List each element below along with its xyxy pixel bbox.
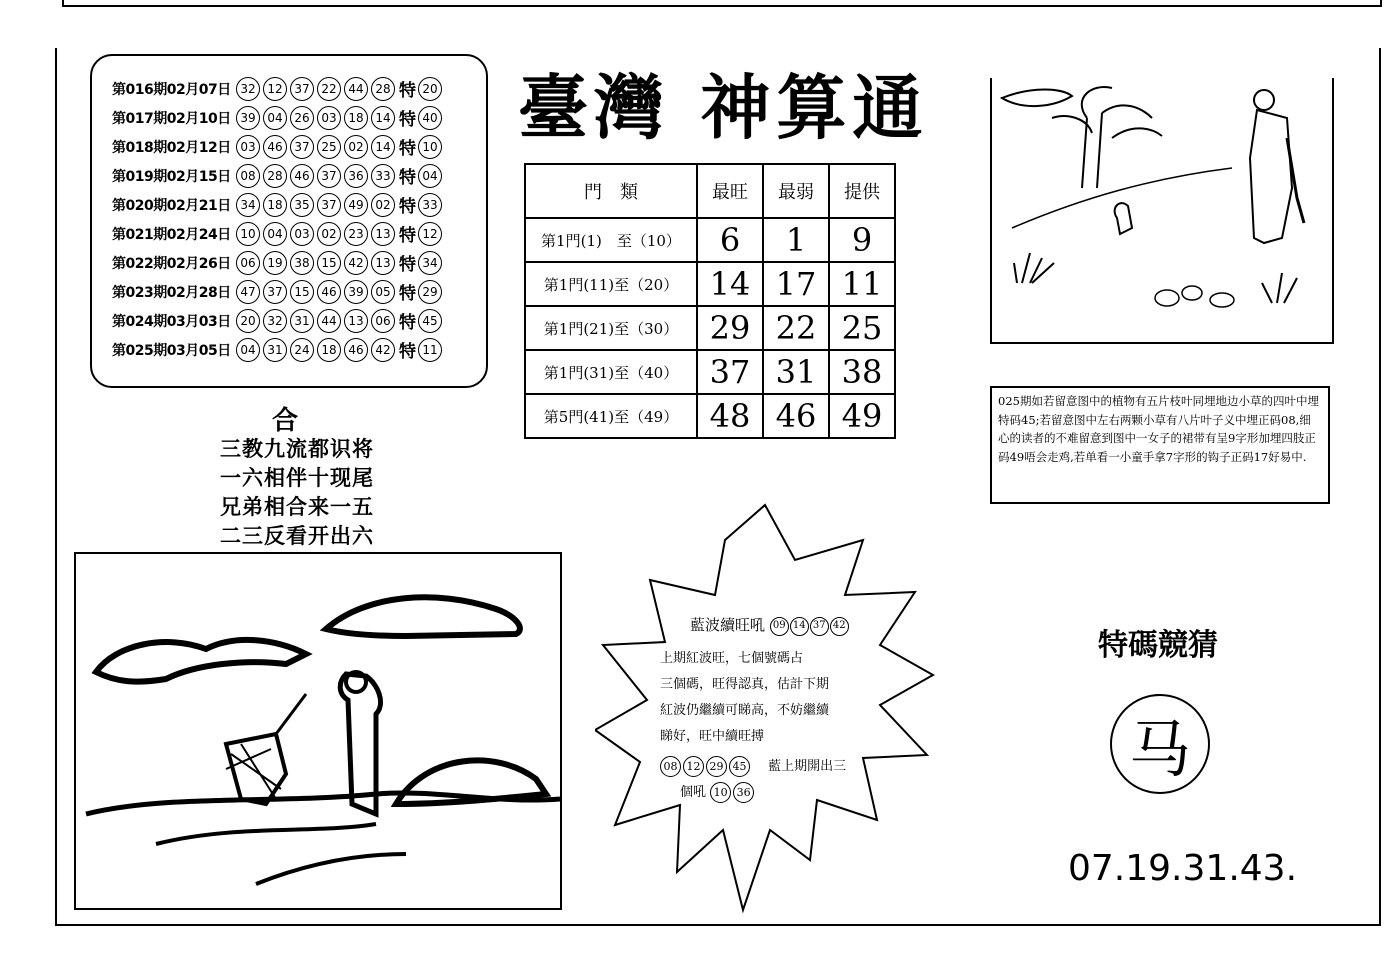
table-header-provide: 提供: [829, 164, 895, 218]
special-number: 10: [418, 135, 442, 159]
circled-number: 42: [830, 617, 849, 636]
circled-number: 10: [710, 782, 731, 803]
table-cell: 31: [763, 350, 829, 394]
table-cell: 37: [697, 350, 763, 394]
circled-number: 12: [683, 756, 704, 777]
special-label: 特: [399, 110, 416, 130]
table-cell: 25: [829, 306, 895, 350]
special-number: 04: [418, 164, 442, 188]
circled-number: 14: [790, 617, 809, 636]
star-line: 睇好，旺中續旺搏: [660, 729, 765, 744]
poem-heading: 合: [272, 406, 299, 436]
star-text: [660, 612, 890, 806]
special-label: 特: [399, 226, 416, 246]
history-number: 23: [344, 222, 368, 246]
history-number: 42: [371, 338, 395, 362]
landscape-illustration: [76, 554, 560, 908]
history-number: 08: [236, 164, 260, 188]
history-number: 28: [263, 164, 287, 188]
special-number: 29: [418, 280, 442, 304]
table-row-label: 第1門(11)至（20）: [525, 262, 697, 306]
star-bottom-numbers2: [710, 785, 756, 800]
history-number: 03: [317, 106, 341, 130]
special-number: 33: [418, 193, 442, 217]
history-number: 35: [290, 193, 314, 217]
star-heading-row: [690, 612, 890, 638]
special-label: 特: [399, 81, 416, 101]
history-number: 46: [263, 135, 287, 159]
history-row: [112, 277, 445, 306]
table-cell: 14: [697, 262, 763, 306]
history-date: 第016期02月07日: [112, 81, 231, 98]
history-row: [112, 190, 445, 219]
special-number: 11: [418, 338, 442, 362]
history-number: 39: [344, 280, 368, 304]
special-number: 45: [418, 309, 442, 333]
history-number: 22: [317, 77, 341, 101]
special-number: 34: [418, 251, 442, 275]
history-number: 02: [317, 222, 341, 246]
history-number: 02: [344, 135, 368, 159]
table-cell: 9: [829, 218, 895, 262]
star-line: 上期紅波旺，七個號碼占: [660, 651, 804, 666]
history-number: 18: [317, 338, 341, 362]
special-label: 特: [399, 168, 416, 188]
table-row: [525, 350, 895, 394]
special-label: 特: [399, 313, 416, 333]
history-date: 第018期02月12日: [112, 139, 231, 156]
history-number: 13: [371, 222, 395, 246]
history-row: [112, 335, 445, 364]
history-number: 46: [290, 164, 314, 188]
table-row-label: 第1門(21)至（30）: [525, 306, 697, 350]
history-date: 第024期03月03日: [112, 313, 231, 330]
table-row: [525, 394, 895, 438]
history-number: 12: [263, 77, 287, 101]
description-text: 025期如若留意图中的植物有五片枝叶同埋地边小草的四叶中埋特码45;若留意图中左右两颗小草有八片叶子义中埋正码08,细心的读者的不难留意到图中一女子的裙带有呈9字形加埋四肢正码49唔会走鸡,若单看一小童手拿7字形的钩子正码17好易中.: [990, 386, 1330, 504]
history-row: [112, 132, 445, 161]
history-number: 10: [236, 222, 260, 246]
table-row: [525, 262, 895, 306]
history-row: [112, 161, 445, 190]
history-number: 19: [263, 251, 287, 275]
history-number: 03: [290, 222, 314, 246]
history-number: 37: [263, 280, 287, 304]
circled-number: 37: [810, 617, 829, 636]
history-number: 18: [344, 106, 368, 130]
history-number: 37: [290, 77, 314, 101]
history-number: 32: [263, 309, 287, 333]
star-line: 三個碼，旺得認真，估計下期: [660, 677, 830, 692]
history-row: [112, 248, 445, 277]
history-number: 06: [371, 309, 395, 333]
star-line: 紅波仍繼續可睇高，不妨繼續: [660, 703, 830, 718]
table-row: [525, 306, 895, 350]
history-number: 33: [371, 164, 395, 188]
history-number: 36: [344, 164, 368, 188]
star-bottom-text2: 個吼: [680, 785, 707, 800]
illustration-old-man: [74, 552, 562, 910]
table-row-label: 第5門(41)至（49）: [525, 394, 697, 438]
history-number: 13: [371, 251, 395, 275]
history-date: 第023期02月28日: [112, 284, 231, 301]
history-number: 47: [236, 280, 260, 304]
table-header-category: 門 類: [525, 164, 697, 218]
history-number: 05: [371, 280, 395, 304]
history-number: 28: [371, 77, 395, 101]
history-number: 04: [263, 222, 287, 246]
history-row: [112, 74, 445, 103]
circled-number: 45: [729, 756, 750, 777]
history-date: 第025期03月05日: [112, 342, 231, 359]
table-header-hot: 最旺: [697, 164, 763, 218]
history-number: 04: [263, 106, 287, 130]
table-header-cold: 最弱: [763, 164, 829, 218]
table-cell: 48: [697, 394, 763, 438]
table-cell: 22: [763, 306, 829, 350]
star-bottom-text: 藍上期開出三: [768, 759, 847, 774]
history-number: 15: [290, 280, 314, 304]
history-number: 15: [317, 251, 341, 275]
history-number: 38: [290, 251, 314, 275]
circled-number: 08: [660, 756, 681, 777]
history-number: 06: [236, 251, 260, 275]
banana-tree-illustration: [992, 78, 1332, 342]
history-number: 02: [371, 193, 395, 217]
star-bottom-row: [660, 754, 890, 780]
history-number: 46: [317, 280, 341, 304]
history-date: 第021期02月24日: [112, 226, 231, 243]
top-border: [62, 0, 1382, 7]
star-bottom-numbers: [660, 759, 752, 774]
special-label: 特: [399, 197, 416, 217]
history-number: 13: [344, 309, 368, 333]
history-number: 25: [317, 135, 341, 159]
history-number: 39: [236, 106, 260, 130]
special-label: 特: [399, 342, 416, 362]
history-number: 24: [290, 338, 314, 362]
history-date: 第020期02月21日: [112, 197, 231, 214]
history-number: 18: [263, 193, 287, 217]
history-number: 03: [236, 135, 260, 159]
special-label: 特: [399, 255, 416, 275]
history-number: 37: [317, 193, 341, 217]
table-cell: 38: [829, 350, 895, 394]
guess-label: 特碼競猜: [1098, 628, 1218, 663]
circled-number: 09: [770, 617, 789, 636]
table-cell: 49: [829, 394, 895, 438]
table-cell: 6: [697, 218, 763, 262]
poem-line: 三教九流都识将: [220, 436, 374, 461]
history-row: [112, 219, 445, 248]
star-heading-numbers: [770, 616, 850, 634]
star-bottom-row2: [680, 780, 890, 806]
history-number: 14: [371, 135, 395, 159]
history-number: 04: [236, 338, 260, 362]
zodiac-circle: 马: [1110, 694, 1210, 794]
history-number: 34: [236, 193, 260, 217]
circled-number: 29: [706, 756, 727, 777]
poem: [220, 434, 374, 550]
table-cell: 1: [763, 218, 829, 262]
table-cell: 17: [763, 262, 829, 306]
history-number: 20: [236, 309, 260, 333]
special-label: 特: [399, 284, 416, 304]
history-row: [112, 306, 445, 335]
guess-numbers: 07.19.31.43.: [1068, 848, 1298, 889]
history-number: 31: [290, 309, 314, 333]
table-cell: 46: [763, 394, 829, 438]
history-number: 46: [344, 338, 368, 362]
poem-line: 一六相伴十现尾: [220, 465, 374, 490]
special-number: 12: [418, 222, 442, 246]
star-heading: 藍波續旺吼: [690, 616, 766, 634]
special-number: 40: [418, 106, 442, 130]
history-number: 44: [344, 77, 368, 101]
history-box: [90, 54, 488, 388]
table-row: [525, 218, 895, 262]
history-date: 第017期02月10日: [112, 110, 231, 127]
illustration-woman-banana: [990, 78, 1334, 344]
history-number: 44: [317, 309, 341, 333]
table-row-label: 第1門(31)至（40）: [525, 350, 697, 394]
special-label: 特: [399, 139, 416, 159]
history-date: 第022期02月26日: [112, 255, 231, 272]
history-number: 49: [344, 193, 368, 217]
table-row-label: 第1門(1) 至（10）: [525, 218, 697, 262]
door-table: [524, 163, 896, 439]
history-number: 14: [371, 106, 395, 130]
history-number: 37: [290, 135, 314, 159]
special-number: 20: [418, 77, 442, 101]
page-title: 臺灣 神算通: [518, 66, 929, 149]
history-number: 31: [263, 338, 287, 362]
table-cell: 11: [829, 262, 895, 306]
history-number: 26: [290, 106, 314, 130]
table-cell: 29: [697, 306, 763, 350]
poem-line: 兄弟相合来一五: [220, 494, 374, 519]
history-number: 32: [236, 77, 260, 101]
history-number: 37: [317, 164, 341, 188]
circled-number: 36: [733, 782, 754, 803]
history-row: [112, 103, 445, 132]
history-number: 42: [344, 251, 368, 275]
poem-line: 二三反看开出六: [220, 523, 374, 548]
history-date: 第019期02月15日: [112, 168, 231, 185]
